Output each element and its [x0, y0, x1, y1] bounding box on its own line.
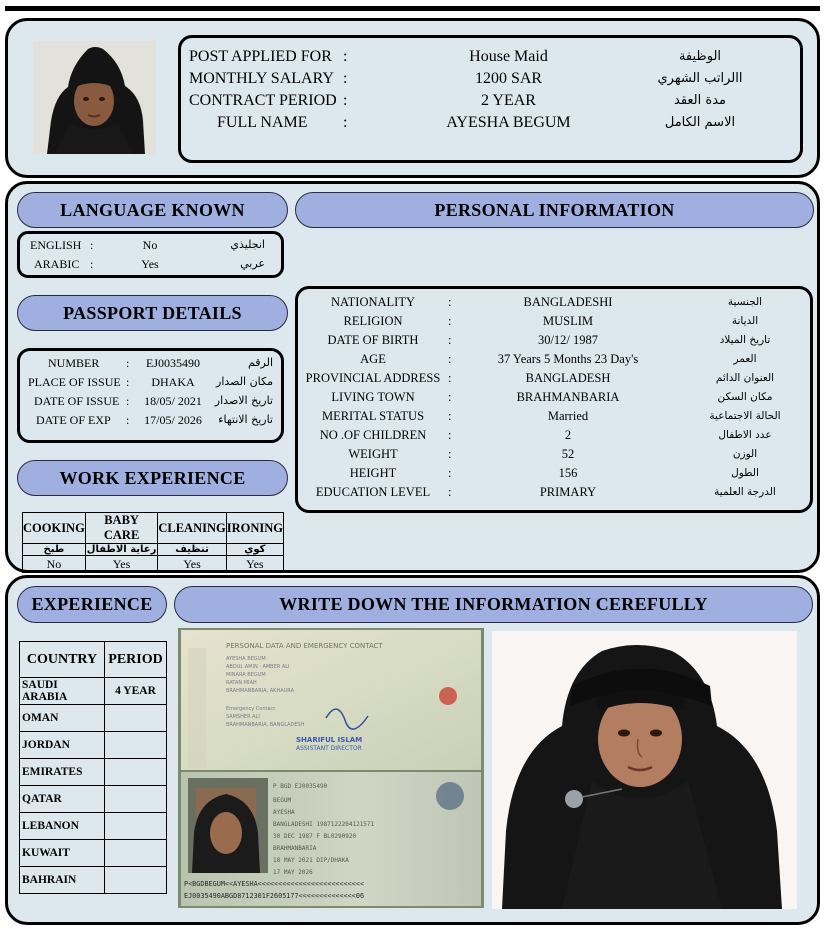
passport-mrz-line1: P<BGDBEGUM<<AYESHA<<<<<<<<<<<<<<<<<<<<<<<<<< — [184, 880, 365, 888]
personal-colon: : — [448, 333, 452, 347]
experience-row — [20, 759, 167, 786]
personal-arabic: الجنسية — [727, 296, 763, 308]
language-arabic: عربي — [240, 257, 265, 270]
period-header: PERIOD — [105, 642, 167, 678]
language-known-heading: LANGUAGE KNOWN — [17, 192, 288, 228]
experience-country: JORDAN — [20, 732, 105, 759]
language-label: ENGLISH — [30, 238, 82, 252]
svg-text:P BGD EJ0035490: P BGD EJ0035490 — [273, 783, 328, 790]
header-label: FULL NAME — [217, 114, 308, 131]
svg-text:SAMSHER ALI: SAMSHER ALI — [226, 714, 260, 720]
personal-info-box — [295, 286, 813, 513]
experience-row — [20, 705, 167, 732]
language-colon: : — [90, 238, 94, 252]
experience-country: BAHRAIN — [20, 867, 105, 894]
personal-arabic: العنوان الدائم — [715, 372, 775, 384]
passport-scan-image — [178, 628, 484, 908]
personal-label: RELIGION — [343, 314, 403, 328]
header-arabic: مدة العقد — [674, 93, 726, 108]
header-info-box — [178, 35, 803, 163]
passport-signature-name: SHARIFUL ISLAM — [296, 736, 363, 744]
personal-arabic: تاريخ الميلاد — [719, 334, 771, 346]
passport-value: 18/05/ 2021 — [144, 394, 202, 408]
passport-mrz-line2: EJ0035490ABGD8712301F2605177<<<<<<<<<<<<<<06 — [184, 892, 365, 900]
experience-heading: EXPERIENCE — [17, 586, 167, 623]
header-arabic: الوظيفة — [678, 49, 722, 64]
personal-label: HEIGHT — [349, 466, 397, 480]
personal-label: WEIGHT — [348, 447, 398, 461]
language-box — [17, 231, 284, 278]
personal-arabic: الطول — [731, 467, 759, 479]
experience-country: QATAR — [20, 786, 105, 813]
experience-period: 4 YEAR — [105, 678, 167, 705]
svg-text:BANGLADESHI 1987122204121571: BANGLADESHI 1987122204121571 — [273, 821, 375, 828]
passport-colon: : — [126, 356, 130, 370]
language-value: No — [142, 238, 158, 252]
header-colon: : — [343, 114, 348, 131]
language-value: Yes — [141, 257, 159, 271]
work-skill-value: Yes — [85, 556, 158, 573]
personal-colon: : — [448, 390, 452, 404]
work-skill-value: No — [23, 556, 86, 573]
work-experience-table — [22, 512, 284, 573]
svg-text:AYESHA BEGUM: AYESHA BEGUM — [226, 656, 266, 662]
personal-value: BANGLADESHI — [523, 295, 613, 309]
experience-period — [105, 759, 167, 786]
personal-label: DATE OF BIRTH — [327, 333, 419, 347]
personal-colon: : — [448, 428, 452, 442]
experience-table — [19, 641, 167, 894]
svg-text:BRAHMANBARIA, AKHAURA: BRAHMANBARIA, AKHAURA — [226, 688, 294, 694]
passport-value: EJ0035490 — [146, 356, 200, 370]
svg-text:RATAN MIAH: RATAN MIAH — [226, 680, 257, 686]
personal-colon: : — [448, 485, 452, 499]
passport-label: DATE OF EXP — [36, 413, 111, 427]
experience-row — [20, 867, 167, 894]
candidate-photo-small — [33, 41, 156, 154]
svg-text:ABDUL AMIN · AMBER ALI: ABDUL AMIN · AMBER ALI — [226, 664, 290, 670]
personal-value: PRIMARY — [539, 485, 597, 499]
personal-information-heading: PERSONAL INFORMATION — [295, 192, 814, 228]
personal-label: NATIONALITY — [330, 295, 415, 309]
header-label: MONTHLY SALARY — [189, 70, 334, 87]
personal-label: AGE — [360, 352, 386, 366]
header-value: 2 YEAR — [481, 92, 536, 109]
experience-country: LEBANON — [20, 813, 105, 840]
experience-row — [20, 678, 167, 705]
work-skill-value: Yes — [158, 556, 226, 573]
personal-value: 37 Years 5 Months 23 Day's — [497, 352, 639, 366]
passport-arabic: مكان الصدار — [216, 375, 273, 388]
passport-signature-title: ASSISTANT DIRECTOR — [296, 745, 362, 752]
header-panel — [5, 18, 820, 178]
svg-text:18 MAY 2021 DIP/DHAKA: 18 MAY 2021 DIP/DHAKA — [273, 857, 349, 864]
experience-country: KUWAIT — [20, 840, 105, 867]
header-value: House Maid — [469, 48, 548, 65]
personal-colon: : — [448, 352, 452, 366]
experience-country: OMAN — [20, 705, 105, 732]
personal-arabic: الوزن — [732, 448, 758, 460]
experience-period — [105, 867, 167, 894]
personal-label: LIVING TOWN — [331, 390, 415, 404]
middle-panel — [5, 181, 820, 573]
work-skill-en: BABY CARE — [85, 513, 158, 544]
header-colon: : — [343, 48, 348, 65]
experience-period — [105, 786, 167, 813]
header-arabic: الاسم الكامل — [664, 115, 736, 130]
passport-details-heading: PASSPORT DETAILS — [17, 295, 288, 331]
personal-arabic: الدرجة العلمية — [714, 486, 776, 498]
passport-value: DHAKA — [151, 375, 195, 389]
passport-arabic: تاريخ الانتهاء — [218, 413, 273, 426]
language-label: ARABIC — [34, 257, 80, 271]
personal-colon: : — [448, 371, 452, 385]
personal-colon: : — [448, 295, 452, 309]
experience-country: EMIRATES — [20, 759, 105, 786]
work-skill-ar: طبخ — [23, 544, 86, 556]
experience-period — [105, 705, 167, 732]
passport-colon: : — [126, 413, 130, 427]
experience-row — [20, 840, 167, 867]
personal-colon: : — [448, 466, 452, 480]
experience-period — [105, 732, 167, 759]
passport-value: 17/05/ 2026 — [144, 413, 202, 427]
personal-label: MERITAL STATUS — [321, 409, 425, 423]
work-skill-ar: كوي — [226, 544, 283, 556]
svg-text:MINARA BEGUM: MINARA BEGUM — [226, 672, 266, 678]
svg-text:AYESHA: AYESHA — [273, 809, 295, 816]
language-arabic: انجليذي — [230, 238, 265, 251]
passport-label: NUMBER — [48, 356, 100, 370]
personal-value: 52 — [561, 447, 575, 461]
work-experience-heading: WORK EXPERIENCE — [17, 460, 288, 496]
svg-text:17 MAY 2026: 17 MAY 2026 — [273, 869, 313, 876]
work-skill-value: Yes — [226, 556, 283, 573]
personal-arabic: مكان السكن — [717, 391, 773, 403]
language-colon: : — [90, 257, 94, 271]
svg-text:BRAHMANBARIA, BANGLADESH: BRAHMANBARIA, BANGLADESH — [226, 722, 305, 728]
personal-label: PROVINCIAL ADDRESS — [305, 371, 441, 385]
personal-label: NO .OF CHILDREN — [319, 428, 427, 442]
personal-colon: : — [448, 409, 452, 423]
experience-row — [20, 813, 167, 840]
personal-arabic: العمر — [733, 353, 757, 365]
passport-label: DATE OF ISSUE — [34, 394, 120, 408]
experience-row — [20, 732, 167, 759]
personal-colon: : — [448, 447, 452, 461]
passport-label: PLACE OF ISSUE — [28, 375, 121, 389]
personal-label: EDUCATION LEVEL — [315, 485, 431, 499]
work-skill-en: CLEANING — [158, 513, 226, 544]
header-colon: : — [343, 92, 348, 109]
country-header: COUNTRY — [20, 642, 105, 678]
personal-value: 156 — [558, 466, 578, 480]
header-arabic: االراتب الشهري — [657, 71, 743, 86]
svg-text:Emergency Contact: Emergency Contact — [226, 706, 276, 712]
personal-value: MUSLIM — [542, 314, 593, 328]
header-value: AYESHA BEGUM — [446, 114, 571, 131]
passport-arabic: تاريخ الاصدار — [214, 394, 273, 407]
header-label: CONTRACT PERIOD — [189, 92, 337, 109]
personal-value: BRAHMANBARIA — [516, 390, 620, 404]
personal-value: 2 — [564, 428, 572, 442]
personal-arabic: عدد الاطفال — [718, 429, 772, 441]
personal-arabic: الديانة — [731, 315, 759, 327]
header-value: 1200 SAR — [474, 70, 543, 87]
passport-scan-title: PERSONAL DATA AND EMERGENCY CONTACT — [226, 642, 383, 650]
experience-row — [20, 786, 167, 813]
experience-country: SAUDI ARABIA — [20, 678, 105, 705]
passport-box — [17, 348, 284, 443]
svg-text:BRAHMANBARIA: BRAHMANBARIA — [273, 845, 317, 852]
experience-period — [105, 840, 167, 867]
write-down-heading: WRITE DOWN THE INFORMATION CEREFULLY — [174, 586, 813, 623]
candidate-photo-full — [492, 631, 797, 909]
personal-value: 30/12/ 1987 — [537, 333, 599, 347]
header-colon: : — [343, 70, 348, 87]
passport-colon: : — [126, 375, 130, 389]
header-label: POST APPLIED FOR — [189, 48, 332, 65]
work-skill-en: COOKING — [23, 513, 86, 544]
passport-arabic: الرقم — [247, 356, 273, 369]
personal-arabic: الحالة الاجتماعية — [709, 410, 781, 422]
work-skill-ar: رعاية الاطفال — [86, 544, 157, 555]
bottom-panel — [5, 575, 820, 925]
passport-colon: : — [126, 394, 130, 408]
personal-value: Married — [547, 409, 589, 423]
work-skill-en: IRONING — [226, 513, 283, 544]
experience-period — [105, 813, 167, 840]
top-bar — [5, 6, 820, 11]
personal-value: BANGLADESH — [525, 371, 611, 385]
work-skill-ar: تنظيف — [158, 544, 226, 556]
svg-text:BEGUM: BEGUM — [273, 797, 292, 804]
svg-text:30 DEC 1987 F BL0290920: 30 DEC 1987 F BL0290920 — [273, 833, 357, 840]
personal-colon: : — [448, 314, 452, 328]
